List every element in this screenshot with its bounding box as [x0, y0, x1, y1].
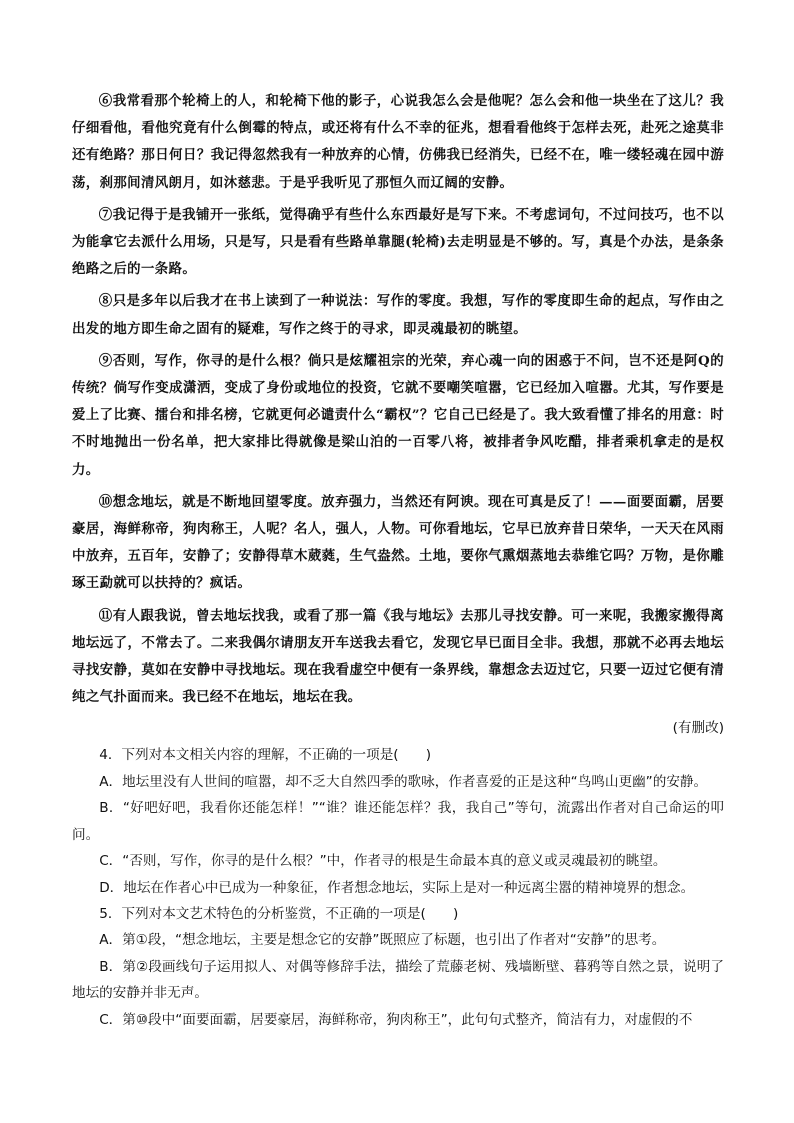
paragraph-8: ⑧只是多年以后我才在书上读到了一种说法：写作的零度。我想，写作的零度即生命的起点，写作由之出发的地方即生命之固有的疑难，写作之终于的寻求，即灵魂最初的眺望。: [72, 293, 724, 337]
paragraph-6: ⑥我常看那个轮椅上的人，和轮椅下他的影子，心说我怎么会是他呢？怎么会和他一块坐在了这儿？我仔细看他，看他究竟有什么倒霉的特点，或还将有什么不幸的征兆，想看看他终于怎样去死，赴死之途莫非还有绝路？那日何日？我记得忽然我有一种放弃的心情，仿佛我已经消失，已经不在，唯一缕轻魂在园中游荡，刹那间清风朗月，如沐慈悲。于是乎我听见了那恒久而辽阔的安静。: [72, 93, 724, 191]
paragraph-10: ⑩想念地坛，就是不断地回望零度。放弃强力，当然还有阿谀。现在可真是反了！——面要面霸，居要豪居，海鲜称帝，狗肉称王，人呢？名人，强人，人物。可你看地坛，它早已放弃昔日荣华，一天天在风雨中放弃，五百年，安静了；安静得草木葳蕤，生气盎然。土地，要你气熏烟蒸地去恭维它吗？万物，是你雕琢王勐就可以扶持的？疯话。: [72, 493, 724, 592]
question-5-option-c: C．第⑩段中“面要面霸，居要豪居，海鲜称帝，狗肉称王”，此句句式整齐，简洁有力，对虚假的不: [99, 1011, 693, 1028]
question-list: [72, 742, 724, 1032]
question-4-option-d: D．地坛在作者心中已成为一种象征，作者想念地坛，实际上是对一种远离尘嚣的精神境界的想念。: [99, 879, 695, 896]
source-note: (有删改): [672, 720, 724, 737]
question-4-stem: 4．下列对本文相关内容的理解，不正确的一项是( ): [99, 747, 432, 764]
question-4-option-a: A．地坛里没有人世间的喧嚣，却不乏大自然四季的歌咏，作者喜爱的正是这种“鸟鸣山更幽”的安静。: [99, 773, 708, 790]
question-5-option-b: B．第②段画线句子运用拟人、对偶等修辞手法，描绘了荒藤老树、残墙断壁、暮鸦等自然之景，说明了地坛的安静并非无声。: [72, 958, 724, 1002]
paragraph-9: ⑨否则，写作，你寻的是什么根？倘只是炫耀祖宗的光荣，弃心魂一向的困惑于不问，岂不还是阿Q的传统？倘写作变成潇洒，变成了身份或地位的投资，它就不要嘲笑喧嚣，它已经加入喧嚣。尤其，写作要是爱上了比赛、擂台和排名榜，它就更何必谴责什么“霸权”？它自己已经是了。我大致看懂了排名的用意：时不时地抛出一份名单，把大家排比得就像是梁山泊的一百零八将，被排者争风吃醋，排者乘机拿走的是权力。: [72, 352, 724, 478]
question-5-stem: 5．下列对本文艺术特色的分析鉴赏，不正确的一项是( ): [99, 905, 459, 922]
document-page: [72, 88, 724, 1033]
question-5-option-a: A．第①段，“想念地坛，主要是想念它的安静”既照应了标题，也引出了作者对“安静”的思考。: [99, 932, 666, 949]
passage-text: [72, 88, 724, 711]
paragraph-11: ⑪有人跟我说，曾去地坛找我，或看了那一篇《我与地坛》去那儿寻找安静。可一来呢，我搬家搬得离地坛远了，不常去了。二来我偶尔请朋友开车送我去看它，发现它早已面目全非。我想，那就不必再去地坛寻找安静，莫如在安静中寻找地坛。现在我看虚空中便有一条界线，靠想念去迈过它，只要一迈过它便有清纯之气扑面而来。我已经不在地坛，地坛在我。: [72, 607, 724, 706]
question-4-option-b: B．“好吧好吧，我看你还能怎样！”“谁？谁还能怎样？我，我自己”等句，流露出作者对自己命运的叩问。: [72, 800, 724, 843]
question-4-option-c: C．“否则，写作，你寻的是什么根？”中，作者寻的根是生命最本真的意义或灵魂最初的眺望。: [99, 853, 667, 870]
paragraph-7: ⑦我记得于是我铺开一张纸，觉得确乎有些什么东西最好是写下来。不考虑词句，不过问技巧，也不以为能拿它去派什么用场，只是写，只是看有些路单靠腿(轮椅)去走明显是不够的。写，真是个办法，是条条绝路之后的一条路。: [72, 206, 724, 278]
